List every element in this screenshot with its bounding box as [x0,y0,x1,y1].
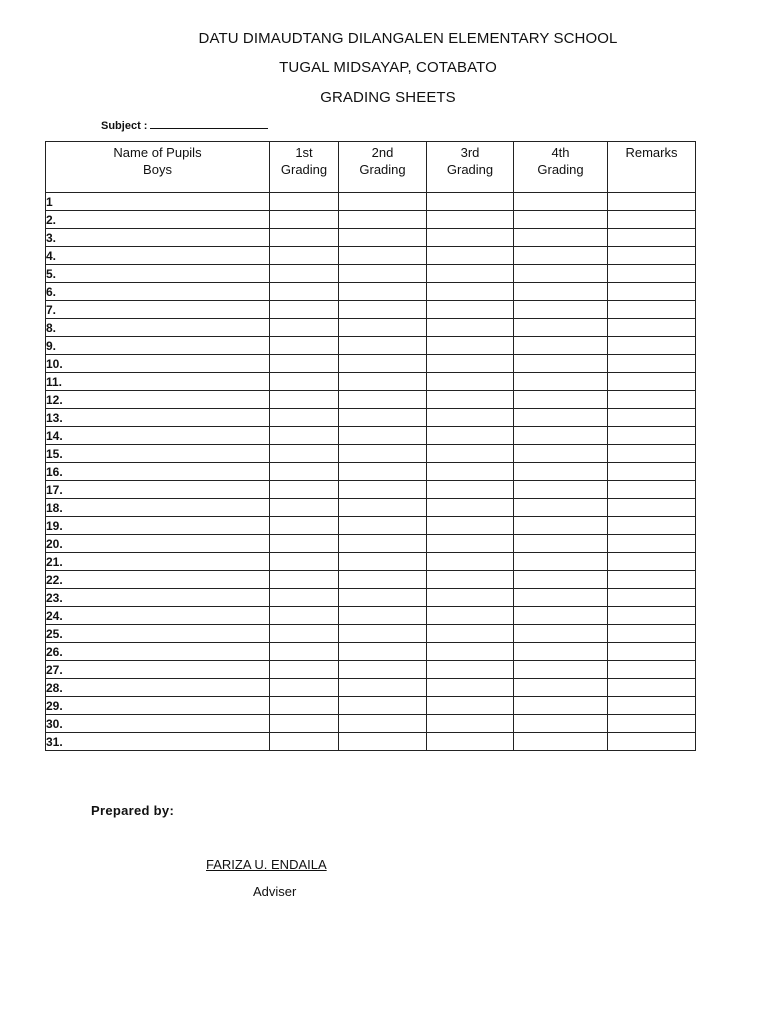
grade-3rd-cell [427,283,514,301]
header-4th-grading [514,142,608,193]
row-number-cell: 6. [46,283,270,301]
grade-2nd-cell [339,355,427,373]
grade-1st-cell [270,193,339,211]
row-number-cell: 8. [46,319,270,337]
signatory-role: Adviser [253,884,297,899]
grade-2nd-cell [339,517,427,535]
grade-1st-cell [270,697,339,715]
school-address: TUGAL MIDSAYAP, COTABATO [279,59,497,76]
grade-2nd-cell [339,409,427,427]
table-row [46,733,696,751]
grade-1st-cell [270,589,339,607]
grade-4th-cell [514,661,608,679]
header-g1-line1: 1st [295,145,313,160]
table-row [46,715,696,733]
grade-4th-cell [514,517,608,535]
grade-3rd-cell [427,193,514,211]
table-row [46,409,696,427]
header-3rd-grading [427,142,514,193]
grade-1st-cell [270,553,339,571]
grade-1st-cell [270,265,339,283]
table-row [46,481,696,499]
row-number-cell: 4. [46,247,270,265]
grade-1st-cell [270,733,339,751]
grade-3rd-cell [427,319,514,337]
remarks-cell [608,211,696,229]
row-number-cell: 23. [46,589,270,607]
row-number-cell: 20. [46,535,270,553]
grade-1st-cell [270,571,339,589]
row-number-cell: 9. [46,337,270,355]
grade-2nd-cell [339,283,427,301]
row-number-cell: 12. [46,391,270,409]
remarks-cell [608,607,696,625]
table-row [46,373,696,391]
grade-3rd-cell [427,715,514,733]
grade-4th-cell [514,697,608,715]
remarks-cell [608,301,696,319]
grade-3rd-cell [427,373,514,391]
row-number-cell: 17. [46,481,270,499]
grade-1st-cell [270,427,339,445]
remarks-cell [608,463,696,481]
row-number-cell: 2. [46,211,270,229]
grade-4th-cell [514,211,608,229]
row-number-cell: 16. [46,463,270,481]
grade-4th-cell [514,229,608,247]
grade-3rd-cell [427,391,514,409]
grade-2nd-cell [339,427,427,445]
remarks-cell [608,697,696,715]
grade-2nd-cell [339,319,427,337]
subject-label: Subject : [101,120,148,132]
grade-1st-cell [270,445,339,463]
grade-4th-cell [514,607,608,625]
grade-4th-cell [514,733,608,751]
table-row [46,247,696,265]
grade-2nd-cell [339,481,427,499]
remarks-cell [608,409,696,427]
row-number-cell: 7. [46,301,270,319]
grade-2nd-cell [339,247,427,265]
grade-3rd-cell [427,625,514,643]
grade-4th-cell [514,463,608,481]
row-number-cell: 24. [46,607,270,625]
row-number-cell: 22. [46,571,270,589]
header-1st-grading [270,142,339,193]
remarks-cell [608,499,696,517]
grade-2nd-cell [339,445,427,463]
grade-2nd-cell [339,715,427,733]
grade-2nd-cell [339,229,427,247]
grade-3rd-cell [427,499,514,517]
table-row [46,499,696,517]
grade-4th-cell [514,391,608,409]
page-title: GRADING SHEETS [320,89,456,106]
grade-3rd-cell [427,427,514,445]
remarks-cell [608,355,696,373]
table-row [46,445,696,463]
table-row [46,697,696,715]
remarks-cell [608,643,696,661]
grade-1st-cell [270,463,339,481]
row-number-cell: 19. [46,517,270,535]
grade-4th-cell [514,409,608,427]
remarks-cell [608,391,696,409]
remarks-cell [608,589,696,607]
remarks-cell [608,247,696,265]
grade-1st-cell [270,247,339,265]
grade-2nd-cell [339,337,427,355]
grade-4th-cell [514,679,608,697]
grade-2nd-cell [339,391,427,409]
table-header-row [46,142,696,193]
grade-4th-cell [514,427,608,445]
grade-1st-cell [270,499,339,517]
school-name: DATU DIMAUDTANG DILANGALEN ELEMENTARY SCHOOL [198,30,618,47]
row-number-cell: 26. [46,643,270,661]
header-name-line2: Boys [143,162,172,177]
grade-3rd-cell [427,355,514,373]
remarks-cell [608,571,696,589]
grade-2nd-cell [339,211,427,229]
grade-3rd-cell [427,553,514,571]
grade-1st-cell [270,643,339,661]
grade-3rd-cell [427,643,514,661]
header-g3-line2: Grading [446,162,494,177]
table-row [46,193,696,211]
header-2nd-grading [339,142,427,193]
grade-2nd-cell [339,589,427,607]
grade-4th-cell [514,337,608,355]
header-name-line1: Name of Pupils [113,145,202,160]
row-number-cell: 28. [46,679,270,697]
grade-1st-cell [270,319,339,337]
grade-1st-cell [270,535,339,553]
grade-1st-cell [270,481,339,499]
remarks-cell [608,715,696,733]
table-row [46,427,696,445]
table-row [46,661,696,679]
grade-4th-cell [514,553,608,571]
grade-2nd-cell [339,607,427,625]
grade-1st-cell [270,661,339,679]
table-row [46,643,696,661]
row-number-cell: 11. [46,373,270,391]
row-number-cell: 31. [46,733,270,751]
grade-3rd-cell [427,589,514,607]
grade-3rd-cell [427,445,514,463]
grade-4th-cell [514,301,608,319]
grade-2nd-cell [339,679,427,697]
grade-4th-cell [514,445,608,463]
remarks-cell [608,319,696,337]
header-g4-line2: Grading [537,162,584,177]
subject-blank-line [150,117,268,129]
grade-4th-cell [514,715,608,733]
row-number-cell: 21. [46,553,270,571]
grade-2nd-cell [339,193,427,211]
grade-4th-cell [514,283,608,301]
grade-3rd-cell [427,571,514,589]
grade-1st-cell [270,373,339,391]
prepared-by-label: Prepared by: [91,803,175,818]
grade-2nd-cell [339,499,427,517]
grade-1st-cell [270,715,339,733]
grade-3rd-cell [427,301,514,319]
grade-1st-cell [270,229,339,247]
table-row [46,319,696,337]
header-g3-line1: 3rd [460,145,480,160]
grade-3rd-cell [427,337,514,355]
grade-2nd-cell [339,553,427,571]
table-row [46,625,696,643]
remarks-cell [608,283,696,301]
grade-1st-cell [270,211,339,229]
row-number-cell: 18. [46,499,270,517]
table-row [46,571,696,589]
row-number-cell: 29. [46,697,270,715]
grade-3rd-cell [427,733,514,751]
remarks-cell [608,373,696,391]
grade-3rd-cell [427,247,514,265]
header-g2-line1: 2nd [371,145,394,160]
row-number-cell: 1 [46,193,270,211]
grade-3rd-cell [427,463,514,481]
table-row [46,607,696,625]
table-row [46,229,696,247]
grade-1st-cell [270,625,339,643]
grade-2nd-cell [339,643,427,661]
grade-4th-cell [514,247,608,265]
subject-field [101,117,268,132]
grade-2nd-cell [339,265,427,283]
grade-1st-cell [270,607,339,625]
grade-4th-cell [514,535,608,553]
grade-4th-cell [514,319,608,337]
remarks-cell [608,229,696,247]
grade-2nd-cell [339,373,427,391]
grade-2nd-cell [339,661,427,679]
grade-4th-cell [514,265,608,283]
row-number-cell: 25. [46,625,270,643]
grade-3rd-cell [427,481,514,499]
grade-4th-cell [514,589,608,607]
grade-4th-cell [514,499,608,517]
row-number-cell: 10. [46,355,270,373]
header-g2-line2: Grading [359,162,406,177]
grade-4th-cell [514,481,608,499]
header-remarks [608,142,696,193]
remarks-cell [608,733,696,751]
grade-2nd-cell [339,697,427,715]
grade-3rd-cell [427,697,514,715]
remarks-cell [608,427,696,445]
grade-2nd-cell [339,625,427,643]
header-g4-line1: 4th [551,145,570,160]
table-row [46,535,696,553]
grade-4th-cell [514,571,608,589]
table-row [46,589,696,607]
header-remarks-label: Remarks [625,145,678,160]
grade-2nd-cell [339,535,427,553]
grade-1st-cell [270,337,339,355]
grade-4th-cell [514,373,608,391]
remarks-cell [608,337,696,355]
grade-3rd-cell [427,535,514,553]
grade-4th-cell [514,193,608,211]
row-number-cell: 5. [46,265,270,283]
remarks-cell [608,679,696,697]
remarks-cell [608,517,696,535]
grade-2nd-cell [339,733,427,751]
remarks-cell [608,193,696,211]
grade-1st-cell [270,301,339,319]
grade-1st-cell [270,517,339,535]
grade-3rd-cell [427,517,514,535]
table-row [46,337,696,355]
grade-1st-cell [270,391,339,409]
table-row [46,301,696,319]
row-number-cell: 27. [46,661,270,679]
table-row [46,679,696,697]
grade-2nd-cell [339,463,427,481]
grade-3rd-cell [427,211,514,229]
header-name-of-pupils [46,142,270,193]
remarks-cell [608,445,696,463]
grade-1st-cell [270,679,339,697]
row-number-cell: 15. [46,445,270,463]
grade-4th-cell [514,643,608,661]
row-number-cell: 3. [46,229,270,247]
grading-table [45,141,696,751]
remarks-cell [608,553,696,571]
remarks-cell [608,661,696,679]
remarks-cell [608,625,696,643]
row-number-cell: 30. [46,715,270,733]
grade-3rd-cell [427,409,514,427]
remarks-cell [608,481,696,499]
table-row [46,553,696,571]
grade-1st-cell [270,409,339,427]
row-number-cell: 14. [46,427,270,445]
grade-3rd-cell [427,679,514,697]
table-row [46,265,696,283]
grade-1st-cell [270,283,339,301]
row-number-cell: 13. [46,409,270,427]
table-row [46,391,696,409]
grade-2nd-cell [339,301,427,319]
table-row [46,517,696,535]
grade-3rd-cell [427,661,514,679]
signatory-name: FARIZA U. ENDAILA [206,857,327,872]
grade-3rd-cell [427,607,514,625]
table-row [46,355,696,373]
grade-3rd-cell [427,229,514,247]
grade-3rd-cell [427,265,514,283]
grade-2nd-cell [339,571,427,589]
table-row [46,283,696,301]
remarks-cell [608,535,696,553]
grade-1st-cell [270,355,339,373]
grade-4th-cell [514,625,608,643]
grade-4th-cell [514,355,608,373]
table-row [46,463,696,481]
header-g1-line2: Grading [280,162,328,177]
table-row [46,211,696,229]
remarks-cell [608,265,696,283]
